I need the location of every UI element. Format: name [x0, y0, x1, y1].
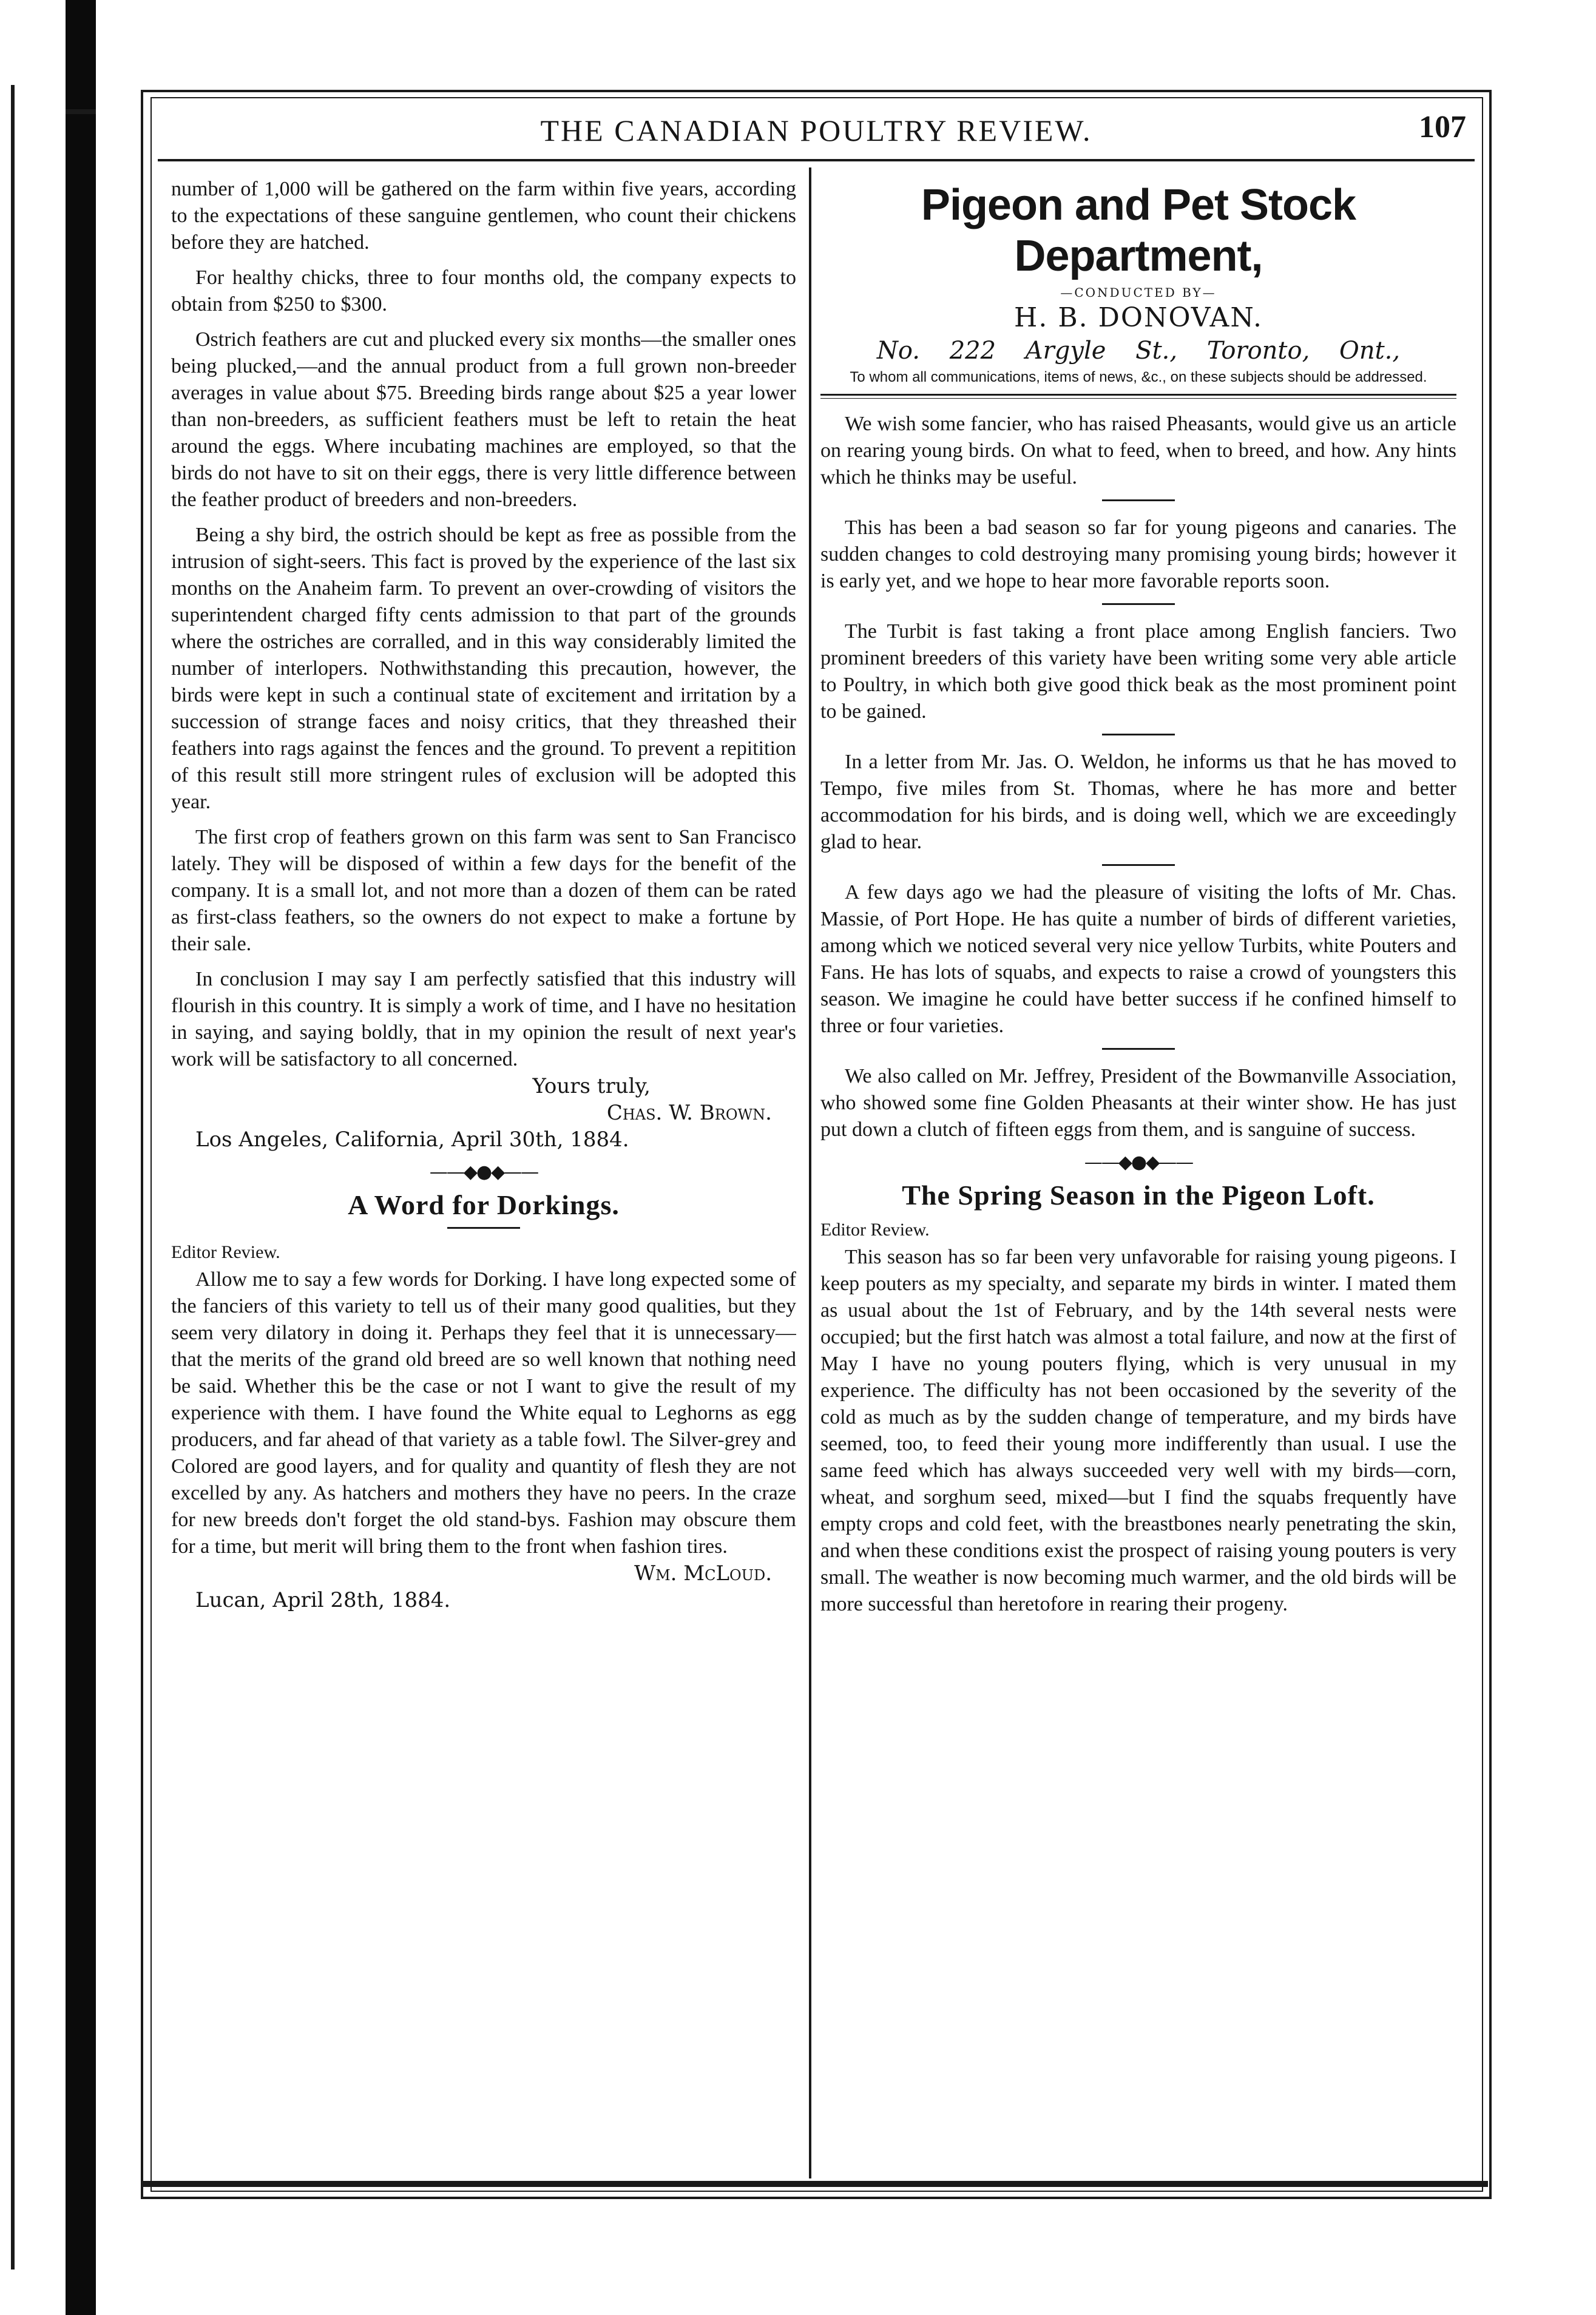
title-rule — [447, 1227, 520, 1229]
item-separator — [1102, 499, 1175, 501]
right-column — [820, 176, 1456, 1626]
news-item: In a letter from Mr. Jas. O. Weldon, he informs us that he has moved to Tempo, five miles from St. Thomas, where he has more and better accommodation for his birds, and is doing well, which we are exceedingly glad to hear. — [820, 751, 1456, 853]
ostrich-paragraph: The first crop of feathers grown on this farm was sent to San Francisco lately. They will be disposed of within a few days for the benefit of the company. It is a small lot, and not more than a dozen of them can be rated as first-class feathers, so the owners do not expect to make a fortune by their sale. — [171, 826, 796, 955]
bottom-rule — [143, 2181, 1488, 2187]
conductor-name: H. B. DONOVAN. — [1013, 302, 1263, 333]
page-edge-line — [11, 85, 15, 2269]
ostrich-paragraph: For healthy chicks, three to four months old, the company expects to obtain from $250 to $300. — [171, 266, 796, 316]
news-item: We also called on Mr. Jeffrey, President of the Bowmanville Association, who showed some fine Golden Pheasants at their winter show. He has just put down a clutch of fifteen eggs from them, and is sanguine of success. — [820, 1065, 1456, 1141]
spring-season-title: The Spring Season in the Pigeon Loft. — [902, 1180, 1375, 1211]
news-item: We wish some fancier, who has raised Pheasants, would give us an article on rearing young birds. On what to feed, when to breed, and how. Any hints which he thinks may be useful. — [820, 413, 1456, 488]
item-separator — [1102, 1048, 1175, 1050]
letter-signature: Chas. W. Brown. — [606, 1101, 772, 1125]
section-ornament: ——◆●◆—— — [1084, 1152, 1193, 1173]
letter-closing: Yours truly, — [532, 1074, 651, 1098]
left-column — [171, 176, 796, 1620]
letter-dateline: Los Angeles, California, April 30th, 1884. — [195, 1127, 629, 1152]
spring-season-paragraph: This season has so far been very unfavorable for raising young pigeons. I keep pouters as my specialty, and separate my birds in winter. I mated them as usual about the 1st of February, and by the 14th several nests were occupied; but the first hatch was almost a total failure, and now at the first of May I have no young pouters flying, which is very unusual in my experience. The difficulty has not been occasioned by the severity of the cold as much as by the sudden change of temperature, and my birds have seemed, too, to feed their young more indifferently than usual. I use the same feed which has always succeeded very well with my birds—corn, wheat, and sorghum seed, mixed—but I find the squabs frequently have empty crops and cold feet, with the breastbones nearly penetrating the skin, and when these conditions exist the prospect of raising young pouters is very small. The weather is now becoming much warmer, and the old birds will be more successful than heretofore in rearing their progeny. — [820, 1246, 1456, 1615]
journal-title: THE CANADIAN POULTRY REVIEW. — [540, 113, 1092, 147]
dorkings-paragraph: Allow me to say a few words for Dorking. I have long expected some of the fanciers of this variety to tell us of their many good qualities, but they seem very dilatory in doing it. Perhaps they feel that it is unnecessary—that the merits of the grand old breed are so well known that nothing need be said. Whether this be the case or not I want to give the result of my experience with them. I have found the White equal to Leghorns as egg producers, and far ahead of that variety as a table fowl. The Silver-grey and Colored are good layers, and for quality and quantity of flesh they are not excelled by any. As hatchers and mothers they have no peers. In the craze for new breeds don't forget the old stand-bys. Fashion may obscure them for a time, but merit will bring them to the front when fashion tires. — [171, 1268, 796, 1558]
ostrich-paragraph: In conclusion I may say I am perfectly satisfied that this industry will flourish in this country. It is simply a work of time, and I have no hesitation in saying, and saying boldly, that in my opinion the result of next year's work will be satisfactory to all concerned. — [171, 968, 796, 1070]
ostrich-paragraph: Being a shy bird, the ostrich should be kept as free as possible from the intrusion of sight-seers. This fact is proved by the experience of the last six months on the Anaheim farm. To prevent an over-crowding of visitors the superintendent charged fifty cents admission to that part of the grounds where the ostriches are corralled, and in this way considerably limited the number of interlopers. Nothwithstanding this precaution, however, the birds were kept in such a continual state of excitement and irritation by a succession of strange faces and noisy critics, that they threashed their feathers into rags against the fences and the ground. To prevent a repitition of this result still more stringent rules of exclusion will be adopted this year. — [171, 524, 796, 813]
news-item: A few days ago we had the pleasure of visiting the lofts of Mr. Chas. Massie, of Port Hope. He has quite a number of birds of different varieties, among which we noticed several very nice yellow Turbits, white Pouters and Fans. He has lots of squabs, and expects to raise a crowd of youngsters this season. We imagine he could have better success if he confined himself to three or four varieties. — [820, 881, 1456, 1037]
header-rule — [158, 159, 1475, 161]
item-separator — [1102, 603, 1175, 605]
dorkings-signature: Wm. McLoud. — [634, 1561, 772, 1586]
dorkings-salutation: Editor Review. — [171, 1242, 280, 1262]
address-street: No. 222 Argyle St., — [876, 337, 1178, 365]
conductor-address — [820, 337, 1456, 365]
news-item: This has been a bad season so far for young pigeons and canaries. The sudden changes to cold destroying many promising young birds; however it is early yet, and we hope to hear more favorable reports soon. — [820, 516, 1456, 592]
column-divider — [809, 167, 811, 2178]
section-ornament: ——◆●◆—— — [429, 1161, 538, 1183]
department-title: Pigeon and Pet Stock Department, — [921, 181, 1356, 280]
ostrich-paragraph: Ostrich feathers are cut and plucked every six months—the smaller ones being plucked,—and the annual product from a full grown non-breeder averages in value about $75. Breeding birds range about $25 a year lower than non-breeders, as sufficient feathers must be left to retain the heat around the eggs. Where incubating machines are employed, so that the birds do not have to sit on their eggs, there is very little difference between the feather product of breeders and non-breeders. — [171, 328, 796, 511]
department-rule — [820, 394, 1456, 399]
news-item: The Turbit is fast taking a front place among English fanciers. Two prominent breeders of this variety have been writing some very able article to Poultry, in which both give good thick beak as the most prominent point to be gained. — [820, 620, 1456, 723]
running-head — [158, 107, 1475, 155]
spine-mark — [66, 109, 96, 114]
page-number: 107 — [1419, 110, 1466, 144]
dorkings-title: A Word for Dorkings. — [348, 1189, 620, 1220]
conducted-by: —CONDUCTED BY— — [1060, 285, 1217, 300]
ostrich-paragraph: number of 1,000 will be gathered on the farm within five years, according to the expectations of these sanguine gentlemen, who count their chickens before they are hatched. — [171, 178, 796, 254]
spring-season-salutation: Editor Review. — [820, 1220, 930, 1240]
address-city: Toronto, Ont., — [1206, 337, 1401, 365]
dorkings-dateline: Lucan, April 28th, 1884. — [195, 1588, 451, 1612]
binding-spine — [66, 0, 96, 2315]
item-separator — [1102, 864, 1175, 866]
item-separator — [1102, 734, 1175, 735]
department-note: To whom all communications, items of news, &c., on these subjects should be addressed. — [850, 369, 1427, 385]
